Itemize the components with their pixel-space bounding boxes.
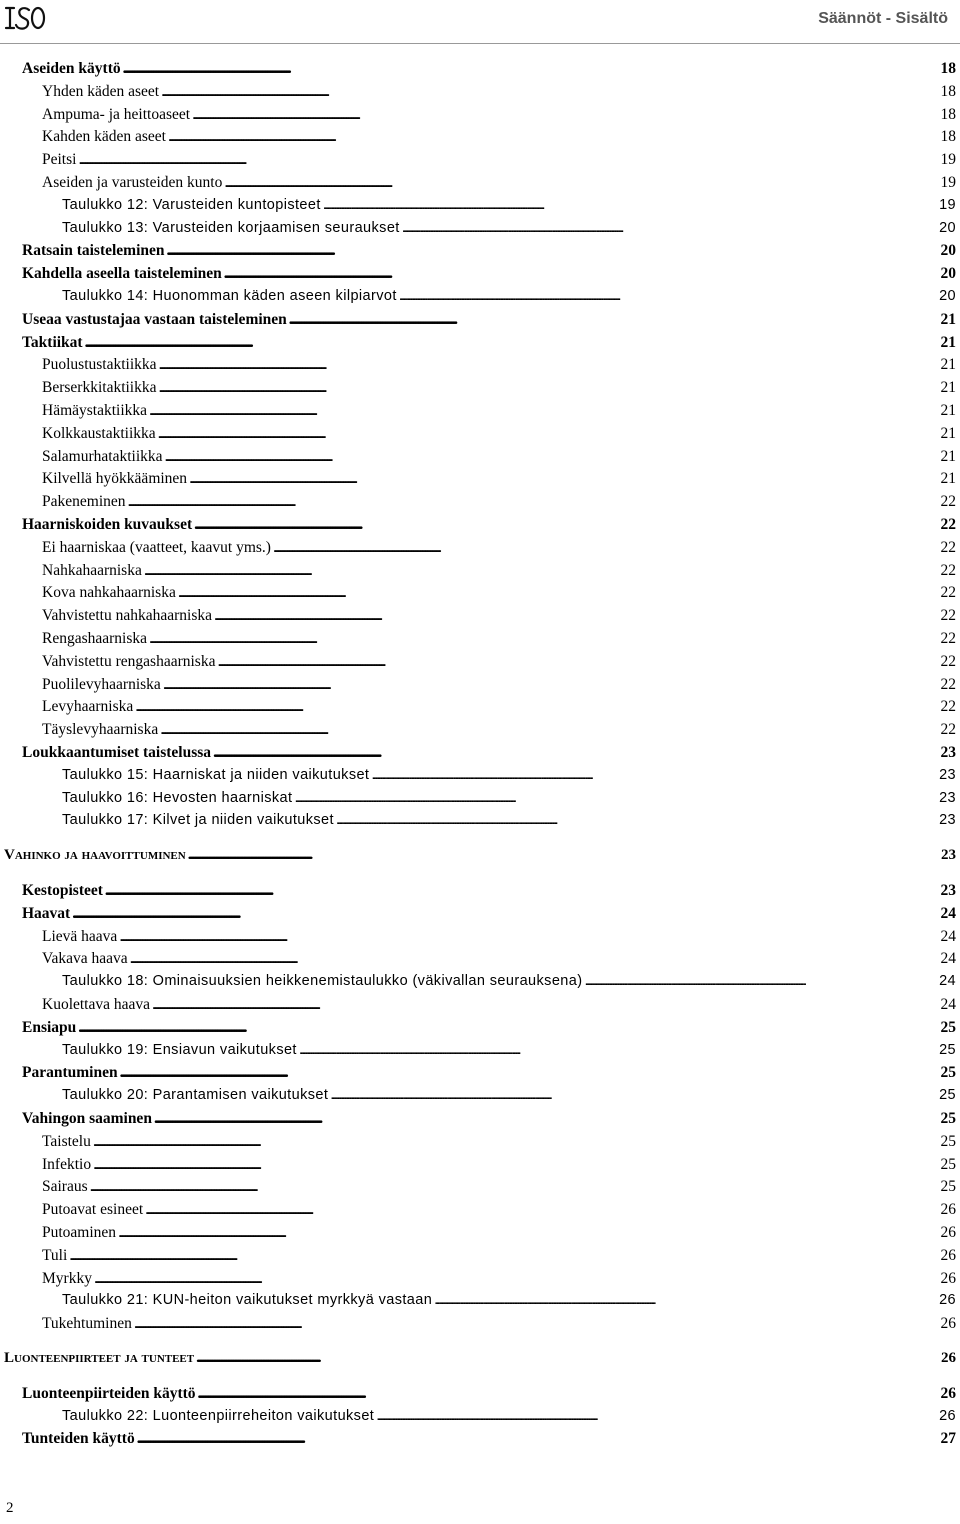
toc-entry-page: 26 bbox=[940, 1269, 956, 1287]
dot-leader bbox=[323, 197, 937, 213]
toc-entry-title: Vakava haava bbox=[42, 950, 128, 968]
toc-entry-title: Salamurhataktiikka bbox=[42, 447, 163, 465]
toc-entry-title: Vahvistettu nahkahaarniska bbox=[42, 607, 213, 625]
dot-leader bbox=[217, 653, 938, 671]
toc-entry-title: Taktiikat bbox=[22, 333, 83, 351]
toc-entry[interactable] bbox=[42, 721, 956, 744]
dot-leader bbox=[160, 721, 938, 739]
dot-leader bbox=[294, 790, 937, 806]
toc-entry-title: Puolustustaktiikka bbox=[42, 356, 157, 374]
dot-leader bbox=[178, 584, 939, 602]
toc-entry[interactable] bbox=[42, 653, 956, 676]
toc-entry[interactable] bbox=[62, 197, 956, 220]
dot-leader bbox=[584, 973, 937, 989]
toc-entry[interactable] bbox=[42, 584, 956, 607]
dot-leader bbox=[299, 1042, 937, 1058]
dot-leader bbox=[128, 493, 939, 511]
toc-entry-page: 26 bbox=[940, 1201, 956, 1219]
toc-entry-page: 23 bbox=[940, 744, 956, 761]
toc-entry-title: Kolkkaustaktiikka bbox=[42, 424, 156, 442]
toc-entry-page: 21 bbox=[940, 447, 956, 465]
toc-entry[interactable] bbox=[62, 812, 956, 835]
toc-entry[interactable] bbox=[22, 516, 956, 539]
toc-entry[interactable] bbox=[22, 311, 956, 334]
dot-leader bbox=[94, 1270, 939, 1288]
toc-entry-page: 26 bbox=[941, 1350, 956, 1366]
toc-entry-title: Aseiden käyttö bbox=[22, 60, 121, 77]
toc-entry[interactable] bbox=[42, 1178, 956, 1201]
toc-entry-title: Luonteenpiirteiden käyttö bbox=[22, 1384, 196, 1402]
dot-leader bbox=[78, 1019, 938, 1037]
dot-leader bbox=[161, 83, 938, 101]
toc-entry-title: Täyslevyhaarniska bbox=[42, 721, 159, 739]
toc-entry[interactable] bbox=[62, 220, 956, 243]
dot-leader bbox=[137, 1430, 939, 1448]
toc-entry-page: 26 bbox=[939, 1292, 956, 1309]
toc-entry[interactable] bbox=[42, 1270, 956, 1293]
toc-entry-page: 21 bbox=[940, 333, 956, 351]
toc-entry[interactable] bbox=[62, 973, 956, 996]
toc-entry[interactable] bbox=[62, 1042, 956, 1065]
dot-leader bbox=[72, 905, 938, 923]
toc-entry-page: 22 bbox=[940, 516, 956, 533]
toc-entry-page: 25 bbox=[940, 1155, 956, 1173]
dot-leader bbox=[192, 106, 938, 124]
dot-leader bbox=[159, 356, 939, 374]
toc-entry[interactable] bbox=[42, 106, 956, 129]
dot-leader bbox=[168, 128, 939, 146]
toc-entry-page: 25 bbox=[940, 1110, 956, 1127]
toc-entry[interactable] bbox=[4, 847, 956, 870]
toc-entry[interactable] bbox=[62, 1087, 956, 1110]
toc-entry[interactable] bbox=[42, 562, 956, 585]
dot-leader bbox=[336, 812, 937, 828]
toc-entry[interactable] bbox=[42, 607, 956, 630]
toc-entry[interactable] bbox=[42, 128, 956, 151]
toc-entry-title: Putoaminen bbox=[42, 1224, 117, 1241]
dot-leader bbox=[188, 847, 939, 864]
iso-logo bbox=[2, 2, 46, 34]
toc-entry-title: Peitsi bbox=[42, 151, 77, 169]
toc-entry-page: 19 bbox=[939, 196, 956, 213]
dot-leader bbox=[119, 928, 938, 946]
toc-entry-title: Kahdella aseella taisteleminen bbox=[22, 265, 222, 283]
toc-entry-page: 20 bbox=[939, 288, 956, 304]
toc-entry[interactable] bbox=[42, 1315, 956, 1338]
toc-entry-page: 25 bbox=[939, 1087, 956, 1104]
toc-entry-page: 22 bbox=[940, 607, 956, 625]
toc-entry-page: 21 bbox=[940, 424, 956, 442]
toc-entry[interactable] bbox=[42, 356, 956, 379]
dot-leader bbox=[224, 174, 938, 192]
toc-entry-page: 22 bbox=[940, 675, 956, 693]
dot-leader bbox=[144, 562, 939, 580]
toc-entry[interactable] bbox=[62, 790, 956, 813]
toc-entry-page: 21 bbox=[940, 310, 956, 328]
dot-leader bbox=[289, 311, 939, 329]
toc-entry-page: 22 bbox=[940, 652, 956, 670]
dot-leader bbox=[154, 1110, 939, 1128]
toc-entry-page: 25 bbox=[940, 1064, 956, 1082]
toc-entry-title: Tukehtuminen bbox=[42, 1315, 132, 1333]
toc-entry[interactable] bbox=[42, 174, 956, 197]
toc-entry[interactable] bbox=[62, 767, 956, 790]
toc-entry[interactable] bbox=[4, 1350, 956, 1373]
dot-leader bbox=[145, 1201, 938, 1219]
toc-entry[interactable] bbox=[22, 882, 956, 905]
toc-entry-title: Luonteenpiirteet ja tunteet bbox=[4, 1350, 195, 1366]
toc-entry[interactable] bbox=[42, 676, 956, 699]
toc-entry-page: 24 bbox=[939, 973, 956, 990]
toc-entry[interactable] bbox=[22, 1064, 956, 1087]
dot-leader bbox=[399, 288, 937, 304]
toc-entry[interactable] bbox=[22, 242, 956, 265]
toc-entry-page: 23 bbox=[939, 789, 956, 806]
dot-leader bbox=[165, 448, 939, 466]
header-divider bbox=[0, 43, 960, 44]
dot-leader bbox=[105, 882, 939, 900]
dot-leader bbox=[85, 334, 939, 352]
toc-entry-page: 19 bbox=[940, 174, 956, 191]
toc-entry-title: Vahingon saaminen bbox=[22, 1110, 152, 1127]
dot-leader bbox=[149, 402, 938, 420]
toc-entry[interactable] bbox=[42, 1156, 956, 1179]
toc-entry-page: 22 bbox=[940, 721, 956, 739]
toc-entry-title: Vahvistettu rengashaarniska bbox=[42, 652, 216, 670]
toc-entry[interactable] bbox=[42, 1247, 956, 1270]
toc-entry-page: 26 bbox=[940, 1384, 956, 1402]
dot-leader bbox=[224, 265, 939, 283]
toc-entry-page: 25 bbox=[940, 1178, 956, 1196]
toc-entry-title: Haavat bbox=[22, 904, 71, 922]
toc-entry-title: Kuolettava haava bbox=[42, 996, 151, 1013]
toc-entry-title: Taulukko 22: Luonteenpiirreheiton vaikutukset bbox=[62, 1407, 375, 1424]
toc-entry[interactable] bbox=[62, 1292, 956, 1315]
toc-entry-title: Ensiapu bbox=[22, 1018, 77, 1036]
toc-entry-title: Ei haarniskaa (vaatteet, kaavut yms.) bbox=[42, 538, 271, 556]
toc-entry-title: Putoavat esineet bbox=[42, 1201, 144, 1219]
dot-leader bbox=[402, 220, 937, 236]
toc-entry[interactable] bbox=[42, 1201, 956, 1224]
toc-entry-page: 20 bbox=[940, 242, 956, 260]
header-title: Säännöt - Sisältö bbox=[818, 10, 948, 27]
toc-entry[interactable] bbox=[42, 1224, 956, 1247]
dot-leader bbox=[123, 60, 939, 78]
toc-entry-title: Taulukko 19: Ensiavun vaikutukset bbox=[62, 1041, 297, 1058]
dot-leader bbox=[214, 607, 938, 625]
dot-leader bbox=[93, 1156, 938, 1174]
toc-entry-title: Kova nahkahaarniska bbox=[42, 584, 176, 602]
dot-leader bbox=[93, 1133, 939, 1151]
toc-entry-page: 23 bbox=[941, 847, 956, 864]
toc-entry-page: 23 bbox=[939, 812, 956, 829]
toc-entry-page: 27 bbox=[940, 1430, 956, 1448]
toc-entry-title: Aseiden ja varusteiden kunto bbox=[42, 174, 223, 191]
toc-entry[interactable] bbox=[22, 334, 956, 357]
toc-entry-title: Tuli bbox=[42, 1246, 68, 1264]
toc-entry[interactable] bbox=[22, 905, 956, 928]
toc-entry-page: 22 bbox=[940, 538, 956, 556]
toc-entry-page: 24 bbox=[940, 927, 956, 945]
dot-leader bbox=[213, 744, 938, 762]
toc-entry-title: Sairaus bbox=[42, 1178, 88, 1196]
toc-entry[interactable] bbox=[22, 744, 956, 767]
toc-entry-title: Taulukko 20: Parantamisen vaikutukset bbox=[62, 1087, 329, 1104]
toc-entry[interactable] bbox=[42, 928, 956, 951]
toc-entry-title: Useaa vastustajaa vastaan taisteleminen bbox=[22, 310, 287, 328]
toc-entry-page: 22 bbox=[940, 584, 956, 602]
toc-entry-page: 22 bbox=[940, 630, 956, 647]
toc-entry-page: 22 bbox=[940, 561, 956, 579]
toc-entry-title: Myrkky bbox=[42, 1269, 92, 1287]
toc-entry-page: 25 bbox=[939, 1041, 956, 1058]
toc-entry-page: 19 bbox=[940, 151, 956, 169]
toc-entry-title: Puolilevyhaarniska bbox=[42, 675, 161, 693]
toc-entry[interactable] bbox=[22, 1019, 956, 1042]
dot-leader bbox=[434, 1292, 937, 1308]
toc-entry-title: Taulukko 12: Varusteiden kuntopisteet bbox=[62, 196, 321, 213]
dot-leader bbox=[90, 1178, 939, 1196]
toc-entry[interactable] bbox=[22, 265, 956, 288]
dot-leader bbox=[152, 996, 938, 1014]
toc-entry[interactable] bbox=[42, 448, 956, 471]
toc-entry-page: 25 bbox=[940, 1132, 956, 1150]
toc-entry-page: 18 bbox=[940, 128, 956, 146]
toc-entry-title: Rengashaarniska bbox=[42, 630, 148, 647]
dot-leader bbox=[198, 1385, 939, 1403]
toc-entry-title: Berserkkitaktiikka bbox=[42, 379, 157, 397]
toc-entry-title: Tunteiden käyttö bbox=[22, 1430, 135, 1448]
dot-leader bbox=[371, 767, 937, 783]
toc-entry-page: 21 bbox=[940, 356, 956, 374]
toc-entry[interactable] bbox=[22, 1385, 956, 1408]
toc-entry[interactable] bbox=[42, 470, 956, 493]
toc-entry-title: Kilvellä hyökkääminen bbox=[42, 470, 188, 488]
toc-entry-title: Pakeneminen bbox=[42, 493, 126, 511]
dot-leader bbox=[120, 1064, 939, 1082]
toc-entry-page: 23 bbox=[940, 882, 956, 899]
dot-leader bbox=[330, 1087, 937, 1103]
toc-entry-title: Taulukko 15: Haarniskat ja niiden vaikutukset bbox=[62, 766, 370, 783]
dot-leader bbox=[196, 1350, 939, 1367]
toc-entry-page: 22 bbox=[940, 698, 956, 716]
dot-leader bbox=[158, 425, 939, 443]
toc-entry[interactable] bbox=[42, 950, 956, 973]
toc-entry-page: 24 bbox=[940, 950, 956, 968]
toc-entry-page: 21 bbox=[940, 379, 956, 397]
toc-entry-title: Taulukko 13: Varusteiden korjaamisen seuraukset bbox=[62, 219, 400, 236]
dot-leader bbox=[118, 1224, 938, 1242]
toc-entry-title: Taulukko 18: Ominaisuuksien heikkenemistaulukko (väkivallan seurauksena) bbox=[62, 973, 583, 990]
toc-entry-title: Hämäystaktiikka bbox=[42, 402, 148, 419]
toc-entry-page: 21 bbox=[940, 402, 956, 419]
toc-entry-title: Taistelu bbox=[42, 1132, 91, 1150]
toc-entry[interactable] bbox=[42, 539, 956, 562]
toc-entry-title: Taulukko 21: KUN-heiton vaikutukset myrkkyä vastaan bbox=[62, 1292, 433, 1309]
toc-entry-title: Levyhaarniska bbox=[42, 698, 134, 716]
toc-entry[interactable] bbox=[62, 288, 956, 311]
toc-entry-title: Loukkaantumiset taistelussa bbox=[22, 744, 212, 761]
dot-leader bbox=[194, 516, 938, 534]
dot-leader bbox=[134, 1315, 939, 1333]
toc-entry-page: 26 bbox=[940, 1224, 956, 1241]
dot-leader bbox=[78, 151, 938, 169]
toc-entry-page: 24 bbox=[940, 996, 956, 1013]
toc-entry-title: Taulukko 14: Huonomman käden aseen kilpiarvot bbox=[62, 288, 397, 304]
toc-entry-title: Vahinko ja haavoittuminen bbox=[4, 847, 186, 864]
dot-leader bbox=[189, 470, 938, 488]
toc-entry-page: 18 bbox=[940, 82, 956, 100]
toc-entry-page: 18 bbox=[940, 60, 956, 77]
toc-entry[interactable] bbox=[22, 1110, 956, 1133]
toc-entry-page: 20 bbox=[939, 219, 956, 236]
page-number: 2 bbox=[6, 1500, 14, 1516]
dot-leader bbox=[130, 950, 939, 968]
toc-entry-page: 23 bbox=[939, 766, 956, 783]
toc-entry-title: Infektio bbox=[42, 1155, 92, 1173]
toc-entry-page: 25 bbox=[940, 1018, 956, 1036]
toc-entry-title: Yhden käden aseet bbox=[42, 82, 160, 100]
toc-entry[interactable] bbox=[42, 151, 956, 174]
toc-entry-page: 21 bbox=[940, 470, 956, 488]
toc-entry[interactable] bbox=[42, 493, 956, 516]
toc-entry-title: Ratsain taisteleminen bbox=[22, 242, 165, 260]
dot-leader bbox=[149, 630, 938, 648]
toc-entry-title: Ampuma- ja heittoaseet bbox=[42, 105, 191, 123]
toc-entry[interactable] bbox=[42, 1133, 956, 1156]
toc-entry-title: Parantuminen bbox=[22, 1064, 118, 1082]
toc-entry-page: 22 bbox=[940, 493, 956, 511]
toc-entry[interactable] bbox=[42, 996, 956, 1019]
toc-entry-title: Nahkahaarniska bbox=[42, 561, 142, 579]
dot-leader bbox=[163, 676, 939, 694]
toc-entry-page: 18 bbox=[940, 105, 956, 123]
toc-entry[interactable] bbox=[42, 698, 956, 721]
dot-leader bbox=[135, 698, 938, 716]
toc-entry[interactable] bbox=[62, 1408, 956, 1431]
toc-entry[interactable] bbox=[42, 379, 956, 402]
toc-entry-page: 20 bbox=[940, 265, 956, 283]
toc-entry[interactable] bbox=[42, 402, 956, 425]
toc-entry-page: 26 bbox=[940, 1246, 956, 1264]
dot-leader bbox=[167, 242, 939, 260]
toc-entry-page: 26 bbox=[940, 1315, 956, 1333]
dot-leader bbox=[159, 379, 939, 397]
toc-entry-title: Taulukko 16: Hevosten haarniskat bbox=[62, 789, 293, 806]
dot-leader bbox=[273, 539, 939, 557]
toc-entry-title: Kestopisteet bbox=[22, 882, 103, 899]
toc-entry[interactable] bbox=[22, 60, 956, 83]
toc-entry[interactable] bbox=[42, 83, 956, 106]
toc-entry-title: Lievä haava bbox=[42, 927, 118, 945]
dot-leader bbox=[69, 1247, 938, 1265]
toc-entry-title: Taulukko 17: Kilvet ja niiden vaikutukset bbox=[62, 812, 334, 829]
toc-entry-page: 24 bbox=[940, 904, 956, 922]
toc-entry[interactable] bbox=[42, 630, 956, 653]
dot-leader bbox=[376, 1408, 937, 1424]
toc-entry[interactable] bbox=[22, 1430, 956, 1453]
toc-entry[interactable] bbox=[42, 425, 956, 448]
toc-entry-title: Kahden käden aseet bbox=[42, 128, 166, 146]
toc-entry-page: 26 bbox=[939, 1407, 956, 1424]
toc-entry-title: Haarniskoiden kuvaukset bbox=[22, 516, 193, 533]
